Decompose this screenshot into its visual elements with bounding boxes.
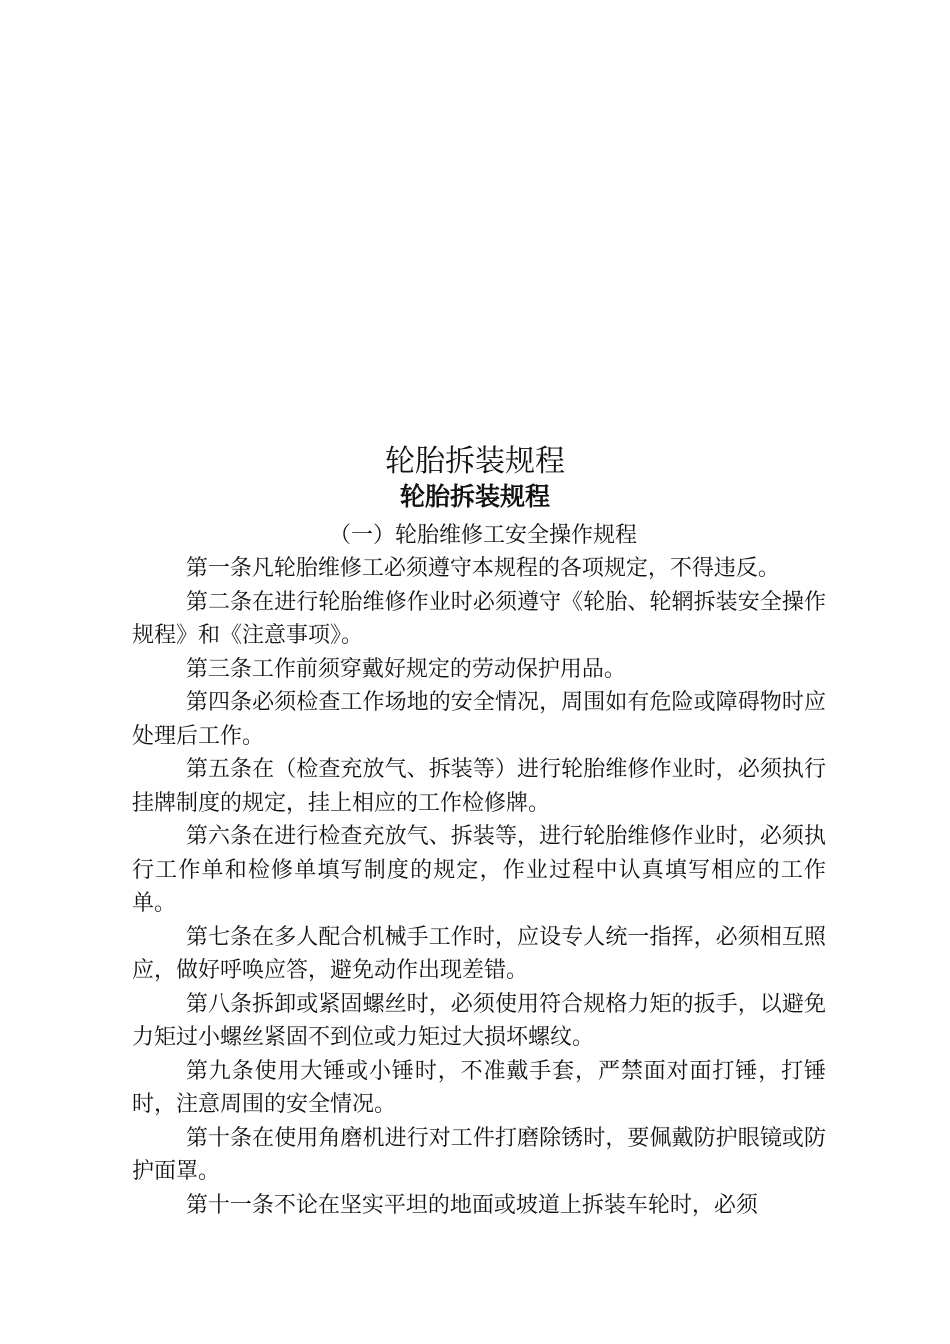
document-subtitle: 轮胎拆装规程	[399, 482, 550, 511]
document-body	[132, 552, 826, 1222]
section-heading: （一）轮胎维修工安全操作规程	[328, 523, 637, 548]
paragraph-article-1: 第一条凡轮胎维修工必须遵守本规程的各项规定，不得违反。	[185, 556, 780, 581]
paragraph-article-2: 第二条在进行轮胎维修作业时必须遵守《轮胎、轮辋拆装安全操作规程》和《注意事项》。	[132, 589, 826, 648]
paragraph-article-9: 第九条使用大锤或小锤时，不准戴手套，严禁面对面打锤，打锤时，注意周围的安全情况。	[132, 1058, 826, 1117]
paragraph-article-8: 第八条拆卸或紧固螺丝时，必须使用符合规格力矩的扳手，以避免力矩过小螺丝紧固不到位或力矩过大损坏螺纹。	[132, 991, 826, 1050]
paragraph-article-6: 第六条在进行检查充放气、拆装等，进行轮胎维修作业时，必须执行工作单和检修单填写制度的规定，作业过程中认真填写相应的工作单。	[132, 824, 826, 916]
paragraph-article-10: 第十条在使用角磨机进行对工件打磨除锈时，要佩戴防护眼镜或防护面罩。	[132, 1125, 826, 1184]
paragraph-article-4: 第四条必须检查工作场地的安全情况，周围如有危险或障碍物时应处理后工作。	[132, 690, 826, 749]
paragraph-article-3: 第三条工作前须穿戴好规定的劳动保护用品。	[185, 656, 626, 682]
document-title: 轮胎拆装规程	[385, 444, 565, 479]
paragraph-article-7: 第七条在多人配合机械手工作时，应设专人统一指挥，必须相互照应，做好呼唤应答，避免动作出现差错。	[132, 924, 826, 983]
paragraph-article-5: 第五条在（检查充放气、拆装等）进行轮胎维修作业时，必须执行挂牌制度的规定，挂上相应的工作检修牌。	[132, 757, 826, 816]
paragraph-article-11: 第十一条不论在坚实平坦的地面或坡道上拆装车轮时，必须	[185, 1192, 758, 1218]
